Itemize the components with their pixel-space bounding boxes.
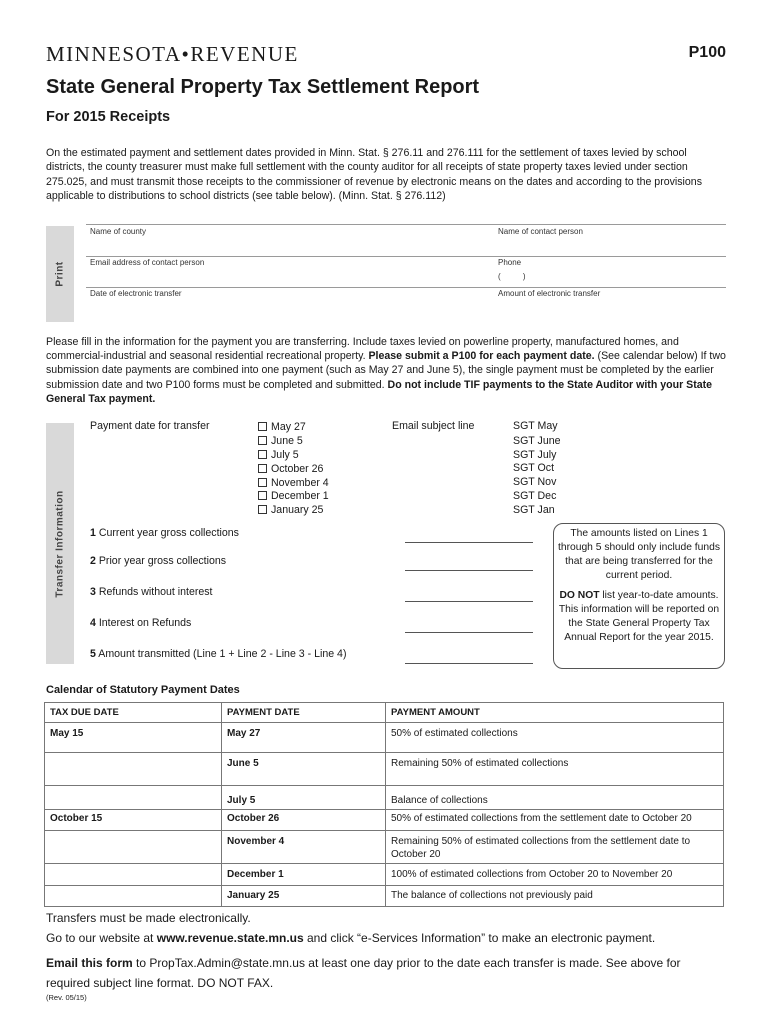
- transfer-sidebar-label: Transfer Information: [54, 489, 66, 598]
- checkbox-box[interactable]: [258, 464, 267, 473]
- transfer-sidebar: [46, 423, 74, 664]
- website-instruction: Go to our website at www.revenue.state.mn.us and click “e-Services Information” to make an electronic payment.: [46, 931, 656, 945]
- checkbox-may-27[interactable]: May 27: [258, 421, 306, 433]
- checkbox-december-1[interactable]: December 1: [258, 490, 329, 502]
- table-row: January 25 The balance of collections not previously paid: [45, 886, 724, 907]
- checkbox-box[interactable]: [258, 491, 267, 500]
- revision-date: (Rev. 05/15): [46, 993, 87, 1002]
- table-row: December 1 100% of estimated collections from October 20 to November 20: [45, 864, 724, 886]
- column-header: PAYMENT DATE: [222, 703, 386, 723]
- line-2-label: 2 Prior year gross collections: [90, 555, 227, 567]
- email-link[interactable]: PropTax.Admin@state.mn.us: [149, 956, 305, 970]
- checkbox-june-5[interactable]: June 5: [258, 435, 303, 447]
- electronic-transfer-notice: Transfers must be made electronically.: [46, 911, 251, 925]
- date-of-transfer-label: Date of electronic transfer: [90, 289, 182, 298]
- divider: [86, 256, 726, 257]
- subject-sgt-nov: SGT Nov: [513, 476, 557, 488]
- amount-of-transfer-field[interactable]: [494, 302, 726, 316]
- name-of-contact-label: Name of contact person: [498, 227, 583, 236]
- checkbox-box[interactable]: [258, 450, 267, 459]
- checkbox-box[interactable]: [258, 422, 267, 431]
- email-field[interactable]: [86, 270, 491, 284]
- checkbox-box[interactable]: [258, 505, 267, 514]
- line-5-label: 5 Amount transmitted (Line 1 + Line 2 - Line 3 - Line 4): [90, 648, 347, 660]
- intro-paragraph: On the estimated payment and settlement dates provided in Minn. Stat. § 276.11 and 276.111 for the settlement of taxes levied by school districts, the county treasurer must make full settlement with the county auditor for all receipts of state property taxes levied under section 275.025, and must transmit those receipts to the commissioner of revenue by electronic means on the dates and according to the provisions applicable to distributions to school districts (see table below). (Minn. Stat. § 276.112): [46, 147, 702, 202]
- email-subject-label: Email subject line: [392, 420, 475, 432]
- line-3-label: 3 Refunds without interest: [90, 586, 213, 598]
- subject-sgt-may: SGT May: [513, 420, 558, 432]
- checkbox-july-5[interactable]: July 5: [258, 449, 299, 461]
- column-header: PAYMENT AMOUNT: [386, 703, 724, 723]
- line-3-input[interactable]: [405, 601, 533, 602]
- subject-sgt-dec: SGT Dec: [513, 490, 557, 502]
- calendar-heading: Calendar of Statutory Payment Dates: [46, 684, 240, 696]
- checkbox-january-25[interactable]: January 25: [258, 504, 323, 516]
- phone-label: Phone: [498, 258, 522, 267]
- divider: [86, 287, 726, 288]
- phone-area-code: ( ): [498, 272, 526, 281]
- form-number: P100: [688, 44, 726, 61]
- checkbox-box[interactable]: [258, 436, 267, 445]
- minnesota-revenue-logo: MINNESOTA•REVENUE: [46, 42, 299, 66]
- line-4-label: 4 Interest on Refunds: [90, 617, 192, 629]
- print-sidebar: [46, 226, 74, 322]
- checkbox-november-4[interactable]: November 4: [258, 477, 329, 489]
- calendar-table: [44, 702, 724, 907]
- name-of-contact-field[interactable]: [494, 240, 726, 254]
- name-of-county-field[interactable]: [86, 240, 491, 254]
- email-instruction: Email this form to PropTax.Admin@state.mn.us at least one day prior to the date each transfer is made. See above for required subject line format. DO NOT FAX.: [46, 956, 681, 990]
- column-header: TAX DUE DATE: [45, 703, 222, 723]
- page-title: State General Property Tax Settlement Report: [46, 76, 480, 98]
- subject-sgt-june: SGT June: [513, 435, 561, 447]
- line-5-input[interactable]: [405, 663, 533, 664]
- page-subtitle: For 2015 Receipts: [46, 109, 171, 125]
- line-2-input[interactable]: [405, 570, 533, 571]
- subject-sgt-jan: SGT Jan: [513, 504, 555, 516]
- checkbox-box[interactable]: [258, 478, 267, 487]
- table-row: May 15 May 27 50% of estimated collections: [45, 723, 724, 753]
- table-row: October 15 October 26 50% of estimated collections from the settlement date to October 20: [45, 810, 724, 831]
- date-of-transfer-field[interactable]: [86, 302, 491, 316]
- instructions-paragraph: Please fill in the information for the payment you are transferring. Include taxes levied on powerline property, manufactured homes, and commercial-industrial and seasonal residential recreational property. Please submit a P100 for each payment date. (See calendar below) If two submission date payments are combined into one payment (such as May 27 and June 5), the single payment must be completed by the earlier submission date and two P100 forms must be completed and submitted. Do not include TIF payments to the State Auditor with your State General Tax payment.: [46, 336, 726, 405]
- checkbox-october-26[interactable]: October 26: [258, 463, 323, 475]
- amount-of-transfer-label: Amount of electronic transfer: [498, 289, 601, 298]
- line-1-label: 1 Current year gross collections: [90, 527, 239, 539]
- divider: [86, 224, 726, 225]
- website-link[interactable]: www.revenue.state.mn.us: [156, 931, 304, 945]
- table-row: July 5 Balance of collections: [45, 786, 724, 810]
- table-row: November 4 Remaining 50% of estimated collections from the settlement date to October 20: [45, 831, 724, 864]
- phone-field[interactable]: [532, 270, 726, 284]
- email-label: Email address of contact person: [90, 258, 205, 267]
- line-4-input[interactable]: [405, 632, 533, 633]
- payment-date-label: Payment date for transfer: [90, 420, 210, 432]
- print-sidebar-label: Print: [54, 261, 66, 287]
- subject-sgt-july: SGT July: [513, 449, 557, 461]
- subject-sgt-oct: SGT Oct: [513, 462, 555, 474]
- name-of-county-label: Name of county: [90, 227, 147, 236]
- line-1-input[interactable]: [405, 542, 533, 543]
- amounts-note-box: The amounts listed on Lines 1 through 5 should only include funds that are being transferred for the current period. DO NOT list year-to-date amounts. This information will be reported on the State General Property Tax Annual Report for the year 2015.: [553, 523, 725, 669]
- table-row: June 5 Remaining 50% of estimated collections: [45, 753, 724, 786]
